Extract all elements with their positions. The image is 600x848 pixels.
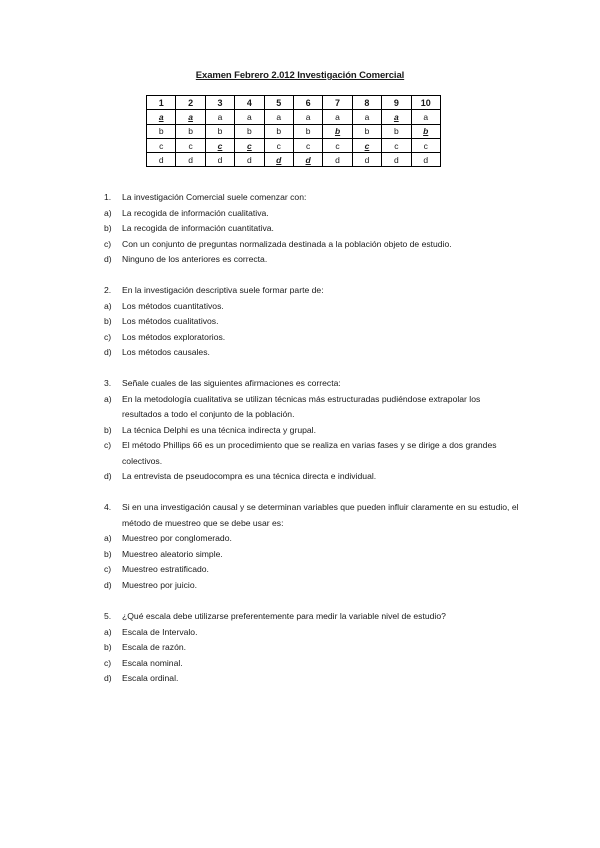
option: c) Los métodos exploratorios. bbox=[104, 331, 226, 342]
question-4 bbox=[104, 500, 524, 593]
answer-key-cell: b bbox=[411, 124, 440, 138]
answer-key-cell: d bbox=[205, 153, 234, 167]
option: c) Escala nominal. bbox=[104, 657, 183, 668]
answer-key-header: 8 bbox=[352, 96, 381, 110]
answer-key-cell: a bbox=[293, 110, 322, 124]
option: d) Escala ordinal. bbox=[104, 673, 179, 683]
answer-key-cell: c bbox=[352, 138, 381, 152]
question-text: La investigación Comercial suele comenzar con: bbox=[122, 192, 307, 202]
question-stem bbox=[104, 283, 524, 299]
answer-key-cell: d bbox=[411, 153, 440, 167]
option: c) Muestreo estratificado. bbox=[104, 564, 209, 574]
option: a) Los métodos cuantitativos. bbox=[104, 300, 224, 311]
answer-key-cell: b bbox=[293, 124, 322, 138]
answer-key-cell: a bbox=[323, 110, 352, 124]
question-5 bbox=[104, 609, 524, 687]
option: d) Ninguno de los anteriores es correcta. bbox=[104, 254, 268, 264]
question-text: ¿Qué escala debe utilizarse preferentemente para medir la variable nivel de estudio? bbox=[122, 611, 446, 621]
answer-key-cell: d bbox=[293, 153, 322, 167]
answer-key-cell: d bbox=[352, 153, 381, 167]
question-stem bbox=[104, 500, 524, 531]
option: c) Con un conjunto de preguntas normalizada destinada a la población objeto de estudio. bbox=[104, 238, 452, 249]
answer-key-row bbox=[147, 124, 441, 138]
option: b) Muestreo aleatorio simple. bbox=[104, 548, 223, 559]
answer-key-header: 10 bbox=[411, 96, 440, 110]
answer-key-cell: b bbox=[205, 124, 234, 138]
option: b) Escala de razón. bbox=[104, 642, 187, 652]
question-2 bbox=[104, 283, 524, 361]
answer-key-cell: b bbox=[147, 124, 176, 138]
answer-key-header: 3 bbox=[205, 96, 234, 110]
answer-key-header: 1 bbox=[147, 96, 176, 110]
answer-key-header-row bbox=[147, 96, 441, 110]
question-text: Si en una investigación causal y se determinan variables que pueden influir claramente en su estudio, el método de muestreo que se debe usar es: bbox=[122, 502, 519, 528]
answer-key-cell: a bbox=[382, 110, 411, 124]
answer-key-cell: d bbox=[176, 153, 205, 167]
option: d) La entrevista de pseudocompra es una técnica directa e individual. bbox=[104, 471, 377, 481]
answer-key-header: 6 bbox=[293, 96, 322, 110]
answer-key-cell: c bbox=[382, 138, 411, 152]
answer-key-header: 5 bbox=[264, 96, 293, 110]
option: b) La técnica Delphi es una técnica indirecta y grupal. bbox=[104, 424, 316, 435]
answer-key-row bbox=[147, 110, 441, 124]
answer-key-cell: a bbox=[235, 110, 264, 124]
answer-key-cell: b bbox=[176, 124, 205, 138]
answer-key-cell: b bbox=[264, 124, 293, 138]
answer-key-cell: a bbox=[352, 110, 381, 124]
answer-key-cell: c bbox=[411, 138, 440, 152]
answer-key-cell: a bbox=[411, 110, 440, 124]
answer-key-cell: a bbox=[205, 110, 234, 124]
answer-key-header: 9 bbox=[382, 96, 411, 110]
question-number: 3. bbox=[104, 378, 112, 388]
page-title: Examen Febrero 2.012 Investigación Comercial bbox=[195, 70, 405, 81]
answer-key-cell: b bbox=[352, 124, 381, 138]
question-stem bbox=[104, 376, 524, 392]
question-number: 4. bbox=[104, 502, 112, 512]
answer-key-cell: d bbox=[264, 153, 293, 167]
question-1 bbox=[104, 190, 524, 268]
option: b) La recogida de información cuantitativa. bbox=[104, 223, 274, 233]
option: a) En la metodología cualitativa se utilizan técnicas más estructuradas pudiéndose extrapolar los resultados a todo el conjunto de la población. bbox=[104, 393, 481, 419]
question-3 bbox=[104, 376, 524, 485]
answer-key-cell: a bbox=[176, 110, 205, 124]
answer-key-cell: c bbox=[205, 138, 234, 152]
question-number: 5. bbox=[104, 611, 112, 621]
answer-key-cell: d bbox=[147, 153, 176, 167]
answer-key-row bbox=[147, 153, 441, 167]
answer-key-header: 4 bbox=[235, 96, 264, 110]
option: a) Muestreo por conglomerado. bbox=[104, 533, 232, 543]
answer-key-cell: a bbox=[264, 110, 293, 124]
question-text: En la investigación descriptiva suele formar parte de: bbox=[122, 285, 324, 295]
option: d) Muestreo por juicio. bbox=[104, 579, 197, 590]
answer-key-cell: d bbox=[235, 153, 264, 167]
answer-key-cell: b bbox=[382, 124, 411, 138]
question-stem bbox=[104, 190, 524, 206]
answer-key-header: 2 bbox=[176, 96, 205, 110]
question-text: Señale cuales de las siguientes afirmaciones es correcta: bbox=[122, 378, 341, 388]
option: b) Los métodos cualitativos. bbox=[104, 316, 219, 326]
option: c) El método Phillips 66 es un procedimiento que se realiza en varias fases y se dirige a dos grandes colectivos. bbox=[104, 440, 497, 466]
question-number: 2. bbox=[104, 285, 112, 295]
answer-key-cell: d bbox=[323, 153, 352, 167]
answer-key-cell: d bbox=[382, 153, 411, 167]
answer-key-cell: c bbox=[293, 138, 322, 152]
answer-key-cell: a bbox=[147, 110, 176, 124]
answer-key-header: 7 bbox=[323, 96, 352, 110]
question-number: 1. bbox=[104, 192, 112, 202]
answer-key-cell: c bbox=[323, 138, 352, 152]
question-stem bbox=[104, 609, 524, 625]
answer-key-row bbox=[147, 138, 441, 152]
answer-key-cell: b bbox=[235, 124, 264, 138]
option: a) Escala de Intervalo. bbox=[104, 626, 198, 637]
answer-key-table bbox=[146, 95, 441, 167]
answer-key-cell: c bbox=[147, 138, 176, 152]
answer-key-cell: c bbox=[235, 138, 264, 152]
option: a) La recogida de información cualitativa. bbox=[104, 207, 269, 218]
answer-key-cell: c bbox=[264, 138, 293, 152]
answer-key-cell: c bbox=[176, 138, 205, 152]
option: d) Los métodos causales. bbox=[104, 347, 210, 357]
answer-key-cell: b bbox=[323, 124, 352, 138]
